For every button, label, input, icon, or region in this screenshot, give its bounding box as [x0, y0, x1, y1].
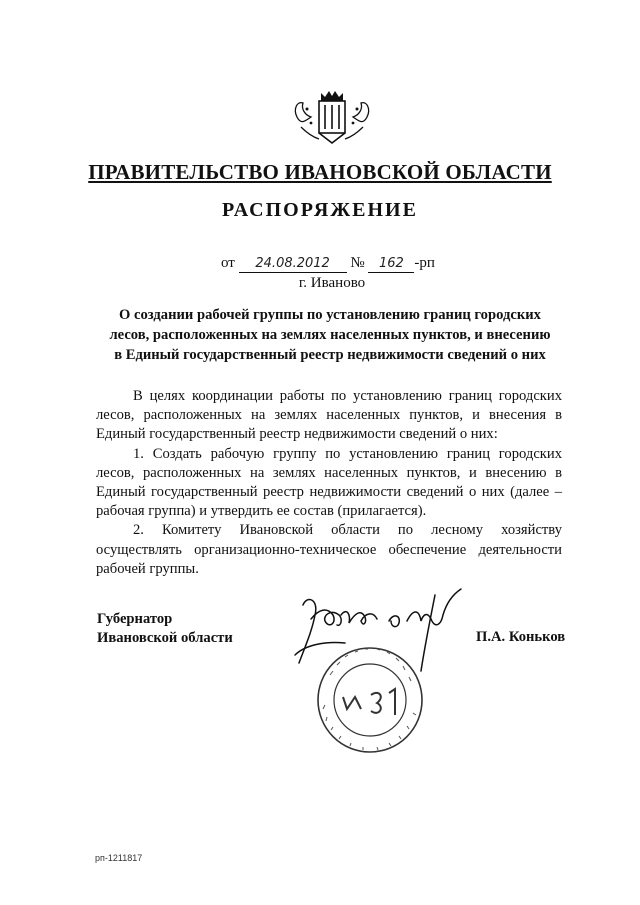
- city-name: г. Иваново: [298, 275, 366, 291]
- signer-position-line: Губернатор: [97, 611, 173, 627]
- title-line: лесов, расположенных на землях населенных пунктов, и внесению: [109, 327, 551, 343]
- body-item-2: 2. Комитету Ивановской области по лесному хозяйству осуществлять организационно-техническое обеспечение деятельности рабочей группы.: [96, 522, 562, 577]
- round-stamp-icon: [318, 648, 422, 752]
- signer-position-line: Ивановской области: [97, 630, 233, 646]
- document-code: рп-1211817: [95, 853, 143, 863]
- document-body: [96, 387, 562, 579]
- signer-name: П.А. Коньков: [476, 629, 566, 645]
- body-item-1: 1. Создать рабочую группу по установлению границ городских лесов, расположенных на землях населенных пунктов, и внесению в Единый государственный реестр недвижимости сведений о них (далее – рабочая группа) и утвердить ее состав (прилагается).: [96, 445, 562, 520]
- document-title: [95, 305, 565, 365]
- number-sign: №: [350, 255, 365, 271]
- date-number-line: [221, 255, 435, 273]
- document-type: РАСПОРЯЖЕНИЕ: [222, 199, 418, 221]
- signer-position: [97, 610, 233, 648]
- number-suffix: -рп: [414, 255, 435, 271]
- handwritten-date: 24.08.2012: [239, 256, 347, 273]
- organization-title: ПРАВИТЕЛЬСТВО ИВАНОВСКОЙ ОБЛАСТИ: [88, 160, 552, 184]
- title-line: О создании рабочей группы по установлению границ городских: [119, 307, 541, 323]
- signature-and-stamp: [285, 585, 465, 755]
- date-prefix: от: [221, 255, 235, 271]
- coat-of-arms-icon: [291, 87, 373, 145]
- body-intro-paragraph: В целях координации работы по установлению границ городских лесов, расположенных на землях населенных пунктов, и внесения в Единый государственный реестр недвижимости сведений о них:: [96, 388, 562, 443]
- title-line: в Единый государственный реестр недвижимости сведений о них: [114, 347, 546, 363]
- handwritten-signature-icon: [295, 589, 461, 671]
- handwritten-number: 162: [368, 256, 414, 273]
